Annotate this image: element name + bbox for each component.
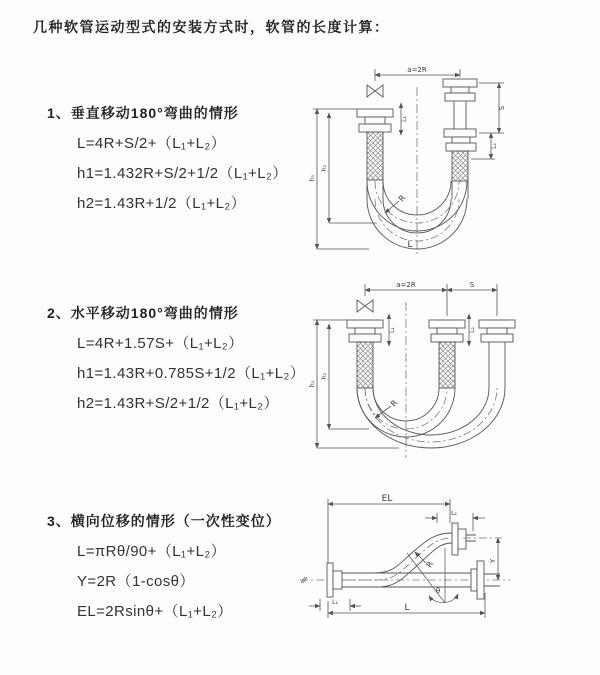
dim-label-y: Y [489, 558, 497, 564]
right-pipe [454, 101, 466, 129]
braided-hose-section [452, 151, 468, 181]
dim-label-l1: L₁ [332, 599, 338, 606]
formula-list [47, 323, 305, 419]
braided-hose-section [367, 132, 383, 180]
hose-outline [342, 533, 452, 587]
right-flange [471, 561, 484, 599]
section-heading: 1、垂直移动180°弯曲的情形 [47, 105, 239, 121]
left-flange [357, 109, 393, 132]
formula-line: h2=1.43R+S/2+1/2（L₁+L₂） [77, 395, 279, 412]
dim-label-l2: L₂ [451, 510, 457, 517]
radius-label: R [424, 559, 436, 570]
valve-icon [357, 300, 373, 312]
formula-line: h2=1.43R+1/2（L₁+L₂） [77, 195, 247, 212]
radius-label: R [396, 193, 408, 204]
diagram-horizontal-bend [303, 276, 533, 464]
hose-outline [367, 180, 468, 249]
upper-flange [452, 523, 466, 555]
dim-label-el: EL [381, 494, 393, 504]
right-flange-lower [444, 129, 476, 151]
section-vertical-move [47, 103, 288, 219]
formula-list [47, 531, 281, 627]
formula-line: L=πRθ/90+（L₁+L₂） [77, 543, 226, 560]
length-label: L [404, 603, 410, 613]
right-flange [479, 320, 515, 342]
left-flange [327, 563, 342, 597]
hose-outline [357, 388, 505, 448]
theta-label: θ [435, 587, 441, 595]
left-flange [347, 320, 383, 342]
valve-icon [367, 85, 383, 97]
formula-line: EL=2Rsinθ+（L₁+L₂） [77, 603, 233, 620]
dim-label-s: S [469, 281, 475, 289]
page-title: 几种软管运动型式的安装方式时，软管的长度计算： [33, 19, 390, 35]
section-heading: 2、水平移动180°弯曲的情形 [47, 305, 239, 321]
length-label: L [407, 240, 413, 250]
dim-label-h1: h₁ [309, 174, 316, 182]
section-lateral-displacement [47, 511, 281, 627]
diagram-lateral-displacement [295, 493, 520, 633]
braided-hose-section [439, 342, 455, 388]
formula-line: L=4R+S/2+（L₁+L₂） [77, 135, 227, 152]
formula-list [47, 123, 288, 219]
formula-line: h1=1.432R+S/2+1/2（L₁+L₂） [77, 165, 288, 182]
dim-label-s: S [498, 105, 506, 111]
formula-line: h1=1.43R+0.785S+1/2（L₁+L₂） [77, 365, 306, 382]
dim-label-l1: L₁ [389, 327, 396, 333]
dim-label-h2: h₂ [321, 372, 328, 380]
dim-label-a2r: a=2R [407, 66, 427, 74]
right-flange-upper [443, 79, 477, 101]
dim-label-h2: h₂ [321, 164, 328, 172]
middle-flange [429, 320, 465, 342]
dim-label-a2r: a=2R [396, 281, 416, 289]
dim-label-l2: L₂ [491, 143, 498, 149]
right-pipe [489, 342, 505, 388]
dim-label-h1: h₁ [309, 380, 316, 388]
formula-line: Y=2R（1-cosθ） [77, 573, 195, 590]
formula-line: L=4R+1.57S+（L₁+L₂） [77, 335, 244, 352]
braided-hose-section [357, 342, 373, 388]
radius-label: R [388, 398, 400, 409]
section-heading: 3、横向位移的情形（一次性变位） [47, 513, 281, 529]
section-horizontal-move [47, 303, 305, 419]
dim-label-l1: L₁ [401, 116, 408, 122]
dim-label-l2: L₂ [469, 327, 476, 333]
angle-construction [407, 548, 458, 603]
diagram-vertical-bend [303, 63, 533, 261]
